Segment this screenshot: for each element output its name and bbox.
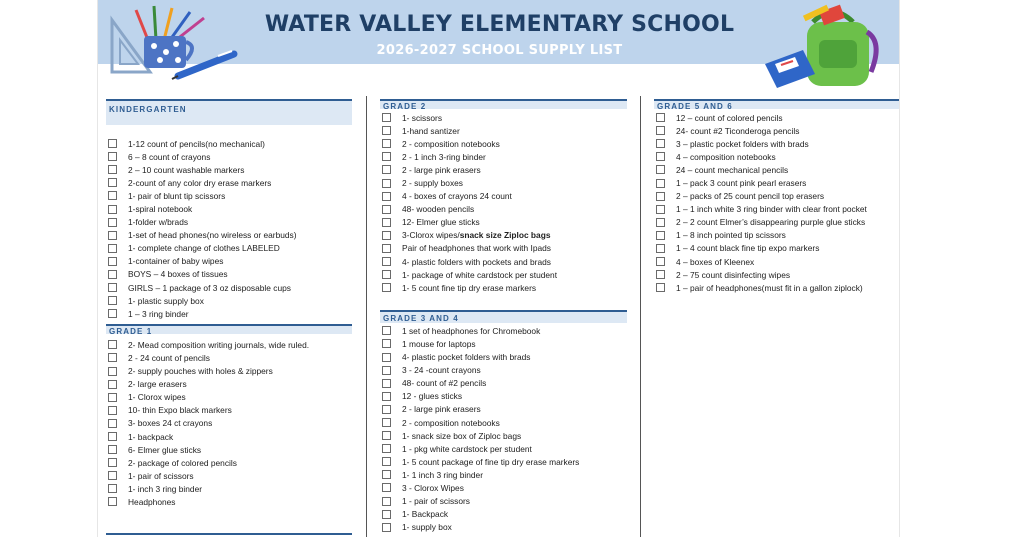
checkbox[interactable] (108, 497, 117, 506)
item-label: Pair of headphones that work with Ipads (402, 243, 551, 254)
checklist-item (106, 482, 352, 495)
checklist-item (106, 255, 352, 268)
item-label: 1-hand santizer (402, 125, 460, 136)
checkbox[interactable] (656, 152, 665, 161)
checkbox[interactable] (382, 257, 391, 266)
item-label: 2 - large pink erasers (402, 404, 481, 415)
checkbox[interactable] (382, 179, 391, 188)
checklist-item (380, 481, 627, 494)
checklist-item (380, 390, 627, 403)
item-label: 1- 5 count package of fine tip dry erase markers (402, 456, 580, 467)
checklist-item (380, 163, 627, 176)
item-label: 1- Clorox wipes (128, 392, 186, 403)
item-label: 12 – count of colored pencils (676, 112, 783, 123)
column-divider (640, 96, 641, 537)
item-label: 1 – 8 inch pointed tip scissors (676, 230, 786, 241)
item-label: 1 - pkg white cardstock per student (402, 443, 532, 454)
checklist-item (380, 242, 627, 255)
checkbox[interactable] (108, 340, 117, 349)
checklist-item (106, 268, 352, 281)
checkbox[interactable] (108, 231, 117, 240)
item-label: 1- plastic supply box (128, 295, 204, 306)
checkbox[interactable] (382, 418, 391, 427)
checkbox[interactable] (656, 113, 665, 122)
section-heading-kindergarten: KINDERGARTEN (106, 99, 352, 125)
checklist-item (654, 203, 900, 216)
item-label: 1-set of head phones(no wireless or earbuds) (128, 230, 297, 241)
checklist-item (106, 430, 352, 443)
checkbox[interactable] (108, 419, 117, 428)
checklist-item (380, 442, 627, 455)
checkbox[interactable] (108, 484, 117, 493)
checklist-item (380, 324, 627, 337)
checkbox[interactable] (108, 406, 117, 415)
item-label: 24- count #2 Ticonderoga pencils (676, 125, 800, 136)
checklist-item (380, 190, 627, 203)
checkbox[interactable] (656, 244, 665, 253)
checklist-item (106, 365, 352, 378)
checklist-item (654, 242, 900, 255)
checklist-item (106, 351, 352, 364)
item-label: 1-spiral notebook (128, 204, 193, 215)
checklist-item (654, 255, 900, 268)
checklist-item (380, 268, 627, 281)
checklist-item (106, 189, 352, 202)
checklist-item (654, 281, 900, 294)
item-label: 2-count of any color dry erase markers (128, 177, 272, 188)
checklist-item (380, 495, 627, 508)
item-label: GIRLS – 1 package of 3 oz disposable cups (128, 282, 291, 293)
checkbox[interactable] (382, 523, 391, 532)
checkbox[interactable] (382, 339, 391, 348)
checklist-item (106, 216, 352, 229)
checkbox[interactable] (108, 296, 117, 305)
checkbox[interactable] (656, 257, 665, 266)
checklist-item (106, 150, 352, 163)
item-label: 2 - supply boxes (402, 178, 463, 189)
checklist-item (380, 203, 627, 216)
checkbox[interactable] (382, 405, 391, 414)
checkbox[interactable] (382, 510, 391, 519)
page-title: WATER VALLEY ELEMENTARY SCHOOL (264, 12, 735, 37)
checklist-item (654, 111, 900, 124)
checkbox[interactable] (108, 191, 117, 200)
item-label: 1- 5 count fine tip dry erase markers (402, 282, 537, 293)
checkbox[interactable] (656, 165, 665, 174)
checkbox[interactable] (656, 231, 665, 240)
checklist-item (106, 307, 352, 320)
item-label: 1 – pair of headphones(must fit in a gallon ziplock) (676, 282, 863, 293)
checklist-item (106, 281, 352, 294)
item-label: 1 – 1 inch white 3 ring binder with clear front pocket (676, 204, 867, 215)
column-middle (380, 99, 627, 534)
item-label: 3- boxes 24 ct crayons (128, 418, 213, 429)
item-label: 12 - glues sticks (402, 391, 463, 402)
item-label: 3 - 24 -count crayons (402, 365, 481, 376)
item-label: 1- snack size box of Ziploc bags (402, 430, 522, 441)
item-label: 2- package of colored pencils (128, 457, 237, 468)
section-heading-grade-1: GRADE 1 (106, 324, 352, 334)
item-label: 6- Elmer glue sticks (128, 444, 202, 455)
checkbox[interactable] (382, 231, 391, 240)
checklist-item (380, 429, 627, 442)
item-label: 3 – plastic pocket folders with brads (676, 138, 809, 149)
checklist-item (654, 268, 900, 281)
checklist-item (380, 255, 627, 268)
section-heading-grade-5-6: GRADE 5 AND 6 (654, 99, 900, 109)
checkbox[interactable] (108, 367, 117, 376)
item-label: 1 – pack 3 count pink pearl erasers (676, 178, 807, 189)
checkbox[interactable] (382, 113, 391, 122)
checklist-item (380, 337, 627, 350)
checkbox[interactable] (382, 139, 391, 148)
checklist-item (380, 377, 627, 390)
item-label: 2- large erasers (128, 379, 187, 390)
checkbox[interactable] (382, 483, 391, 492)
checklist-item (380, 364, 627, 377)
item-label: 2 - composition notebooks (402, 138, 500, 149)
checkbox[interactable] (382, 326, 391, 335)
checklist-item (380, 403, 627, 416)
column-left (106, 99, 352, 509)
checkbox[interactable] (382, 152, 391, 161)
checkbox[interactable] (382, 192, 391, 201)
checklist-grade-1 (106, 338, 352, 508)
item-label-bold: snack size Ziploc bags (459, 230, 551, 241)
item-label: 1- backpack (128, 431, 174, 442)
checkbox[interactable] (108, 244, 117, 253)
checklist-item (106, 294, 352, 307)
checklist-grade-5-6 (654, 111, 900, 294)
checkbox[interactable] (108, 218, 117, 227)
item-label: 1- complete change of clothes LABELED (128, 243, 280, 254)
item-label: 48- count of #2 pencils (402, 378, 487, 389)
checkbox[interactable] (656, 270, 665, 279)
item-label: 2- Mead composition writing journals, wide ruled. (128, 339, 310, 350)
section-divider (106, 533, 352, 535)
checkbox[interactable] (108, 445, 117, 454)
checklist-item (380, 468, 627, 481)
checklist-item (654, 216, 900, 229)
item-label: 2 - composition notebooks (402, 417, 500, 428)
checklist-item (380, 216, 627, 229)
checkbox[interactable] (656, 192, 665, 201)
checklist-grade-3-4 (380, 324, 627, 534)
checklist-item (106, 202, 352, 215)
checklist-item (654, 137, 900, 150)
item-label (402, 230, 550, 240)
checkbox[interactable] (382, 283, 391, 292)
checkbox[interactable] (382, 470, 391, 479)
checkbox[interactable] (656, 179, 665, 188)
checklist-item (654, 229, 900, 242)
item-label: 4 – composition notebooks (676, 151, 776, 162)
checklist-item (380, 111, 627, 124)
checklist-item (106, 137, 352, 150)
checklist-item (106, 404, 352, 417)
column-divider (366, 96, 367, 537)
checklist-item (654, 190, 900, 203)
item-label: 2 - 1 inch 3-ring binder (402, 151, 486, 162)
checkbox[interactable] (108, 471, 117, 480)
section-heading-grade-2: GRADE 2 (380, 99, 627, 109)
checkbox[interactable] (108, 139, 117, 148)
item-label: BOYS – 4 boxes of tissues (128, 269, 228, 280)
checkbox[interactable] (108, 309, 117, 318)
checklist-item (106, 176, 352, 189)
checkbox[interactable] (382, 165, 391, 174)
checklist-item (380, 508, 627, 521)
item-label: 1 – 3 ring binder (128, 308, 189, 319)
checkbox[interactable] (656, 283, 665, 292)
checkbox[interactable] (656, 126, 665, 135)
checklist-item (106, 469, 352, 482)
checklist-grade-2 (380, 111, 627, 294)
checklist-item (106, 443, 352, 456)
checkbox[interactable] (382, 444, 391, 453)
checklist-item (106, 242, 352, 255)
item-label: 1-folder w/brads (128, 217, 189, 228)
item-label: 1- pair of scissors (128, 470, 194, 481)
item-label: 2 - large pink erasers (402, 164, 481, 175)
item-label: 2 – 75 count disinfecting wipes (676, 269, 791, 280)
checkbox[interactable] (656, 205, 665, 214)
checklist-item (380, 229, 627, 242)
checkbox[interactable] (382, 353, 391, 362)
checklist-item (654, 176, 900, 189)
checklist-item (106, 417, 352, 430)
item-label: 1- pair of blunt tip scissors (128, 190, 226, 201)
checklist-item (654, 150, 900, 163)
checklist-item (106, 391, 352, 404)
item-label: 4 - boxes of crayons 24 count (402, 191, 512, 202)
item-label: 1-container of baby wipes (128, 256, 224, 267)
checklist-item (380, 351, 627, 364)
checklist-item (380, 176, 627, 189)
checklist-item (106, 456, 352, 469)
checkbox[interactable] (108, 178, 117, 187)
item-label: 48- wooden pencils (402, 204, 475, 215)
item-label: 24 – count mechanical pencils (676, 164, 789, 175)
item-label: 10- thin Expo black markers (128, 405, 232, 416)
item-label: 1 – 4 count black fine tip expo markers (676, 243, 820, 254)
checkbox[interactable] (382, 218, 391, 227)
checkbox[interactable] (108, 165, 117, 174)
checkbox[interactable] (108, 205, 117, 214)
checkbox[interactable] (382, 457, 391, 466)
item-label: 1- Backpack (402, 509, 449, 520)
checkbox[interactable] (108, 257, 117, 266)
item-label: 12- Elmer glue sticks (402, 217, 480, 228)
checkbox[interactable] (108, 152, 117, 161)
item-label: 1- scissors (402, 112, 443, 123)
checkbox[interactable] (382, 392, 391, 401)
checkbox[interactable] (108, 432, 117, 441)
checklist-item (380, 281, 627, 294)
checkbox[interactable] (108, 270, 117, 279)
checkbox[interactable] (382, 431, 391, 440)
checklist-item (106, 495, 352, 508)
item-label: 1 set of headphones for Chromebook (402, 325, 541, 336)
checklist-item (380, 521, 627, 534)
supply-list-sheet (97, 0, 900, 537)
checkbox[interactable] (382, 205, 391, 214)
checklist-item (380, 416, 627, 429)
item-label: Headphones (128, 496, 176, 507)
checklist-item (106, 338, 352, 351)
checklist-item (654, 163, 900, 176)
checklist-item (380, 150, 627, 163)
item-label: 1- package of white cardstock per student (402, 269, 558, 280)
column-right (654, 99, 900, 294)
item-label: 1 mouse for laptops (402, 338, 476, 349)
checkbox[interactable] (656, 139, 665, 148)
item-label: 1- supply box (402, 522, 452, 533)
checklist-item (654, 124, 900, 137)
checkbox[interactable] (656, 218, 665, 227)
checklist-item (106, 378, 352, 391)
checklist-item (380, 137, 627, 150)
item-label: 1-12 count of pencils(no mechanical) (128, 138, 265, 149)
item-label-prefix: 3-Clorox wipes/ (402, 230, 460, 241)
item-label: 1- 1 inch 3 ring binder (402, 469, 484, 480)
checklist-kindergarten (106, 137, 352, 320)
page-subtitle: 2026-2027 SCHOOL SUPPLY LIST (376, 43, 623, 58)
checklist-item (380, 455, 627, 468)
item-label: 2 – packs of 25 count pencil top erasers (676, 191, 825, 202)
item-label: 4- plastic pocket folders with brads (402, 352, 531, 363)
checkbox[interactable] (108, 283, 117, 292)
checkbox[interactable] (382, 366, 391, 375)
item-label: 1- inch 3 ring binder (128, 483, 203, 494)
checklist-item (380, 124, 627, 137)
item-label: 2 – 10 count washable markers (128, 164, 245, 175)
checkbox[interactable] (108, 458, 117, 467)
checklist-item (106, 163, 352, 176)
item-label: 1 - pair of scissors (402, 496, 470, 507)
item-label: 3 - Clorox Wipes (402, 482, 464, 493)
item-label: 2 – 2 count Elmer’s disappearing purple glue sticks (676, 217, 866, 228)
item-label: 4- plastic folders with pockets and brads (402, 256, 551, 267)
checkbox[interactable] (382, 497, 391, 506)
checklist-item (106, 229, 352, 242)
section-heading-grade-3-4: GRADE 3 AND 4 (380, 310, 627, 323)
checkbox[interactable] (382, 270, 391, 279)
checkbox[interactable] (382, 244, 391, 253)
checkbox[interactable] (382, 379, 391, 388)
item-label: 2- supply pouches with holes & zippers (128, 366, 273, 377)
item-label: 4 – boxes of Kleenex (676, 256, 755, 267)
checkbox[interactable] (108, 380, 117, 389)
checkbox[interactable] (108, 393, 117, 402)
checkbox[interactable] (108, 353, 117, 362)
checkbox[interactable] (382, 126, 391, 135)
item-label: 6 – 8 count of crayons (128, 151, 211, 162)
item-label: 2 - 24 count of pencils (128, 352, 210, 363)
